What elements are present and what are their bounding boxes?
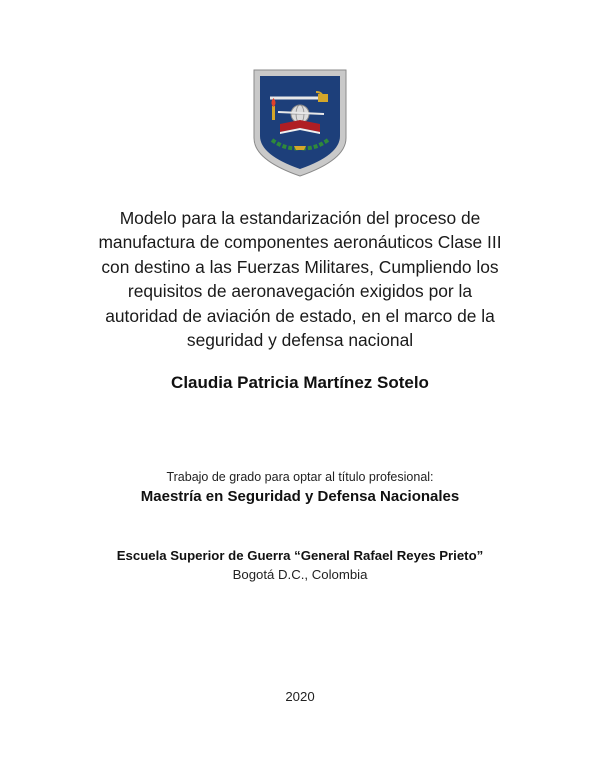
title-line: con destino a las Fuerzas Militares, Cumpliendo los — [101, 256, 499, 277]
thesis-title — [60, 206, 540, 352]
school-crest-icon — [252, 68, 348, 178]
degree-intro: Trabajo de grado para optar al título profesional: — [166, 470, 434, 484]
title-line: requisitos de aeronavegación exigidos por la — [127, 281, 473, 302]
year: 2020 — [285, 689, 315, 704]
title-line: autoridad de aviación de estado, en el marco de la — [105, 305, 495, 326]
title-line: manufactura de componentes aeronáuticos Clase III — [98, 232, 502, 253]
city-country: Bogotá D.C., Colombia — [232, 567, 368, 582]
title-line: seguridad y defensa nacional — [186, 330, 414, 351]
school-name: Escuela Superior de Guerra “General Rafael Reyes Prieto” — [116, 548, 484, 563]
title-line: Modelo para la estandarización del proceso de — [119, 208, 481, 228]
degree-title: Maestría en Seguridad y Defensa Nacionales — [140, 488, 460, 505]
author-name: Claudia Patricia Martínez Sotelo — [171, 373, 429, 392]
